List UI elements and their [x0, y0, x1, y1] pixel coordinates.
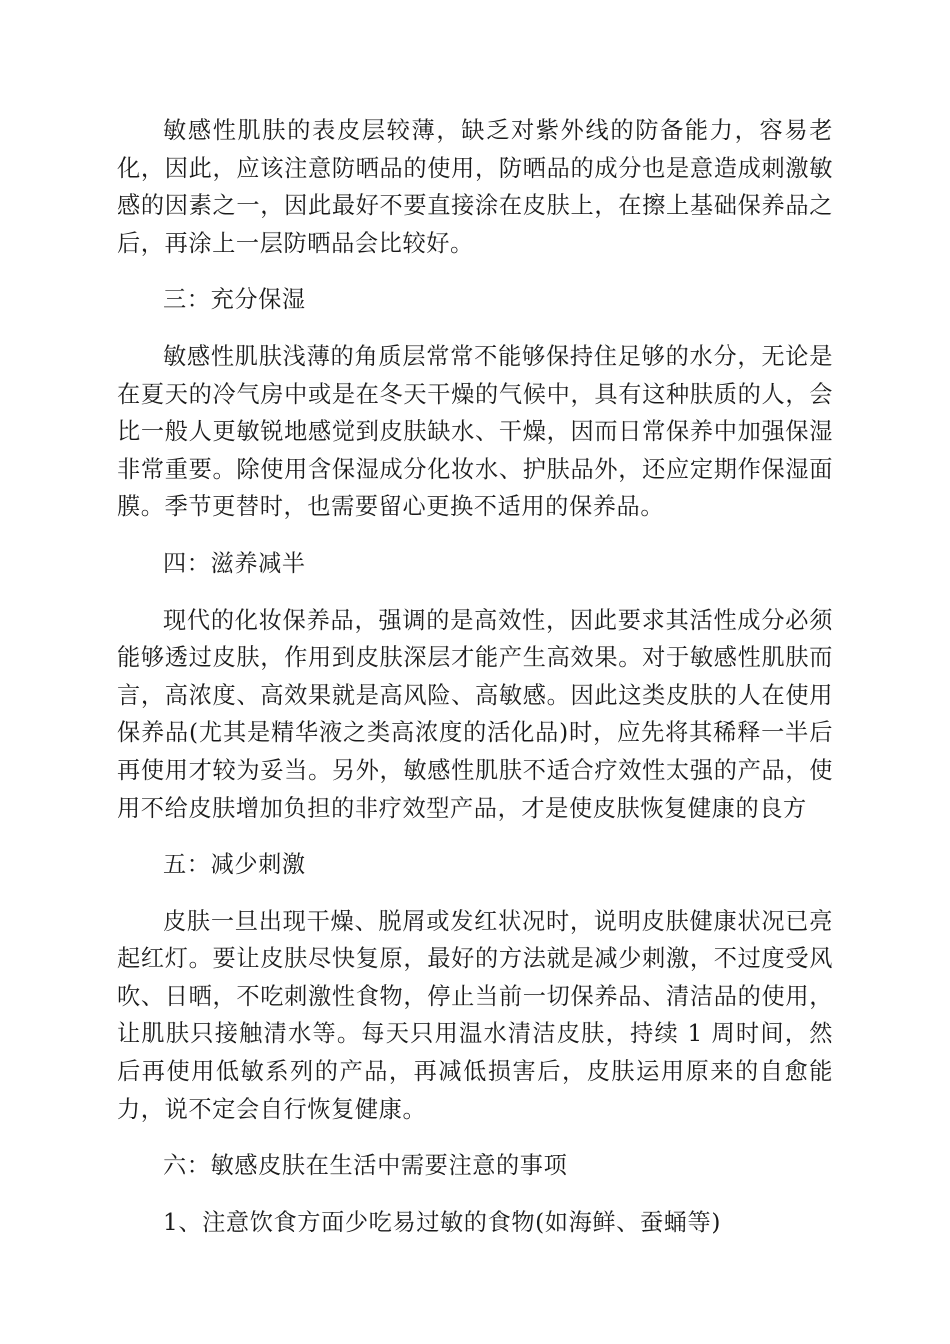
section-heading-nourish-half: 四：滋养减半 — [163, 549, 306, 577]
paragraph-nourish-half: 现代的化妆保养品，强调的是高效性，因此要求其活性成分必须能够透过皮肤，作用到皮肤深层才能产生高效果。对于敏感性肌肤而言，高浓度、高效果就是高风险、高敏感。因此这类皮肤的人在使用保养品(尤其是精华液之类高浓度的活化品)时，应先将其稀释一半后再使用才较为妥当。另外，敏感性肌肤不适合疗效性太强的产品，使用不给皮肤增加负担的非疗效型产品，才是使皮肤恢复健康的良方 — [117, 606, 833, 822]
paragraph-moisturize: 敏感性肌肤浅薄的角质层常常不能够保持住足够的水分，无论是在夏天的冷气房中或是在冬天干燥的气候中，具有这种肤质的人，会比一般人更敏锐地感觉到皮肤缺水、干燥，因而日常保养中加强保湿非常重要。除使用含保湿成分化妆水、护肤品外，还应定期作保湿面膜。季节更替时，也需要留心更换不适用的保养品。 — [117, 342, 833, 521]
document-page — [117, 112, 833, 1260]
paragraph-reduce-irritation: 皮肤一旦出现干燥、脱屑或发红状况时，说明皮肤健康状况已亮起红灯。要让皮肤尽快复原，最好的方法就是减少刺激，不过度受风吹、日晒，不吃刺激性食物，停止当前一切保养品、清洁品的使用，让肌肤只接触清水等。每天只用温水清洁皮肤，持续 1 周时间，然后再使用低敏系列的产品，再减低损害后，皮肤运用原来的自愈能力，说不定会自行恢复健康。 — [117, 907, 833, 1123]
section-heading-daily-notes: 六：敏感皮肤在生活中需要注意的事项 — [163, 1152, 568, 1180]
list-item-diet: 1、注意饮食方面少吃易过敏的食物(如海鲜、蚕蛹等) — [163, 1208, 721, 1236]
section-heading-moisturize: 三：充分保湿 — [163, 286, 306, 314]
paragraph-sun-protection: 敏感性肌肤的表皮层较薄，缺乏对紫外线的防备能力，容易老化，因此，应该注意防晒品的使用，防晒品的成分也是意造成刺激敏感的因素之一，因此最好不要直接涂在皮肤上，在擦上基础保养品之后，再涂上一层防晒品会比较好。 — [117, 117, 833, 257]
section-heading-reduce-irritation: 五：减少刺激 — [163, 851, 306, 879]
